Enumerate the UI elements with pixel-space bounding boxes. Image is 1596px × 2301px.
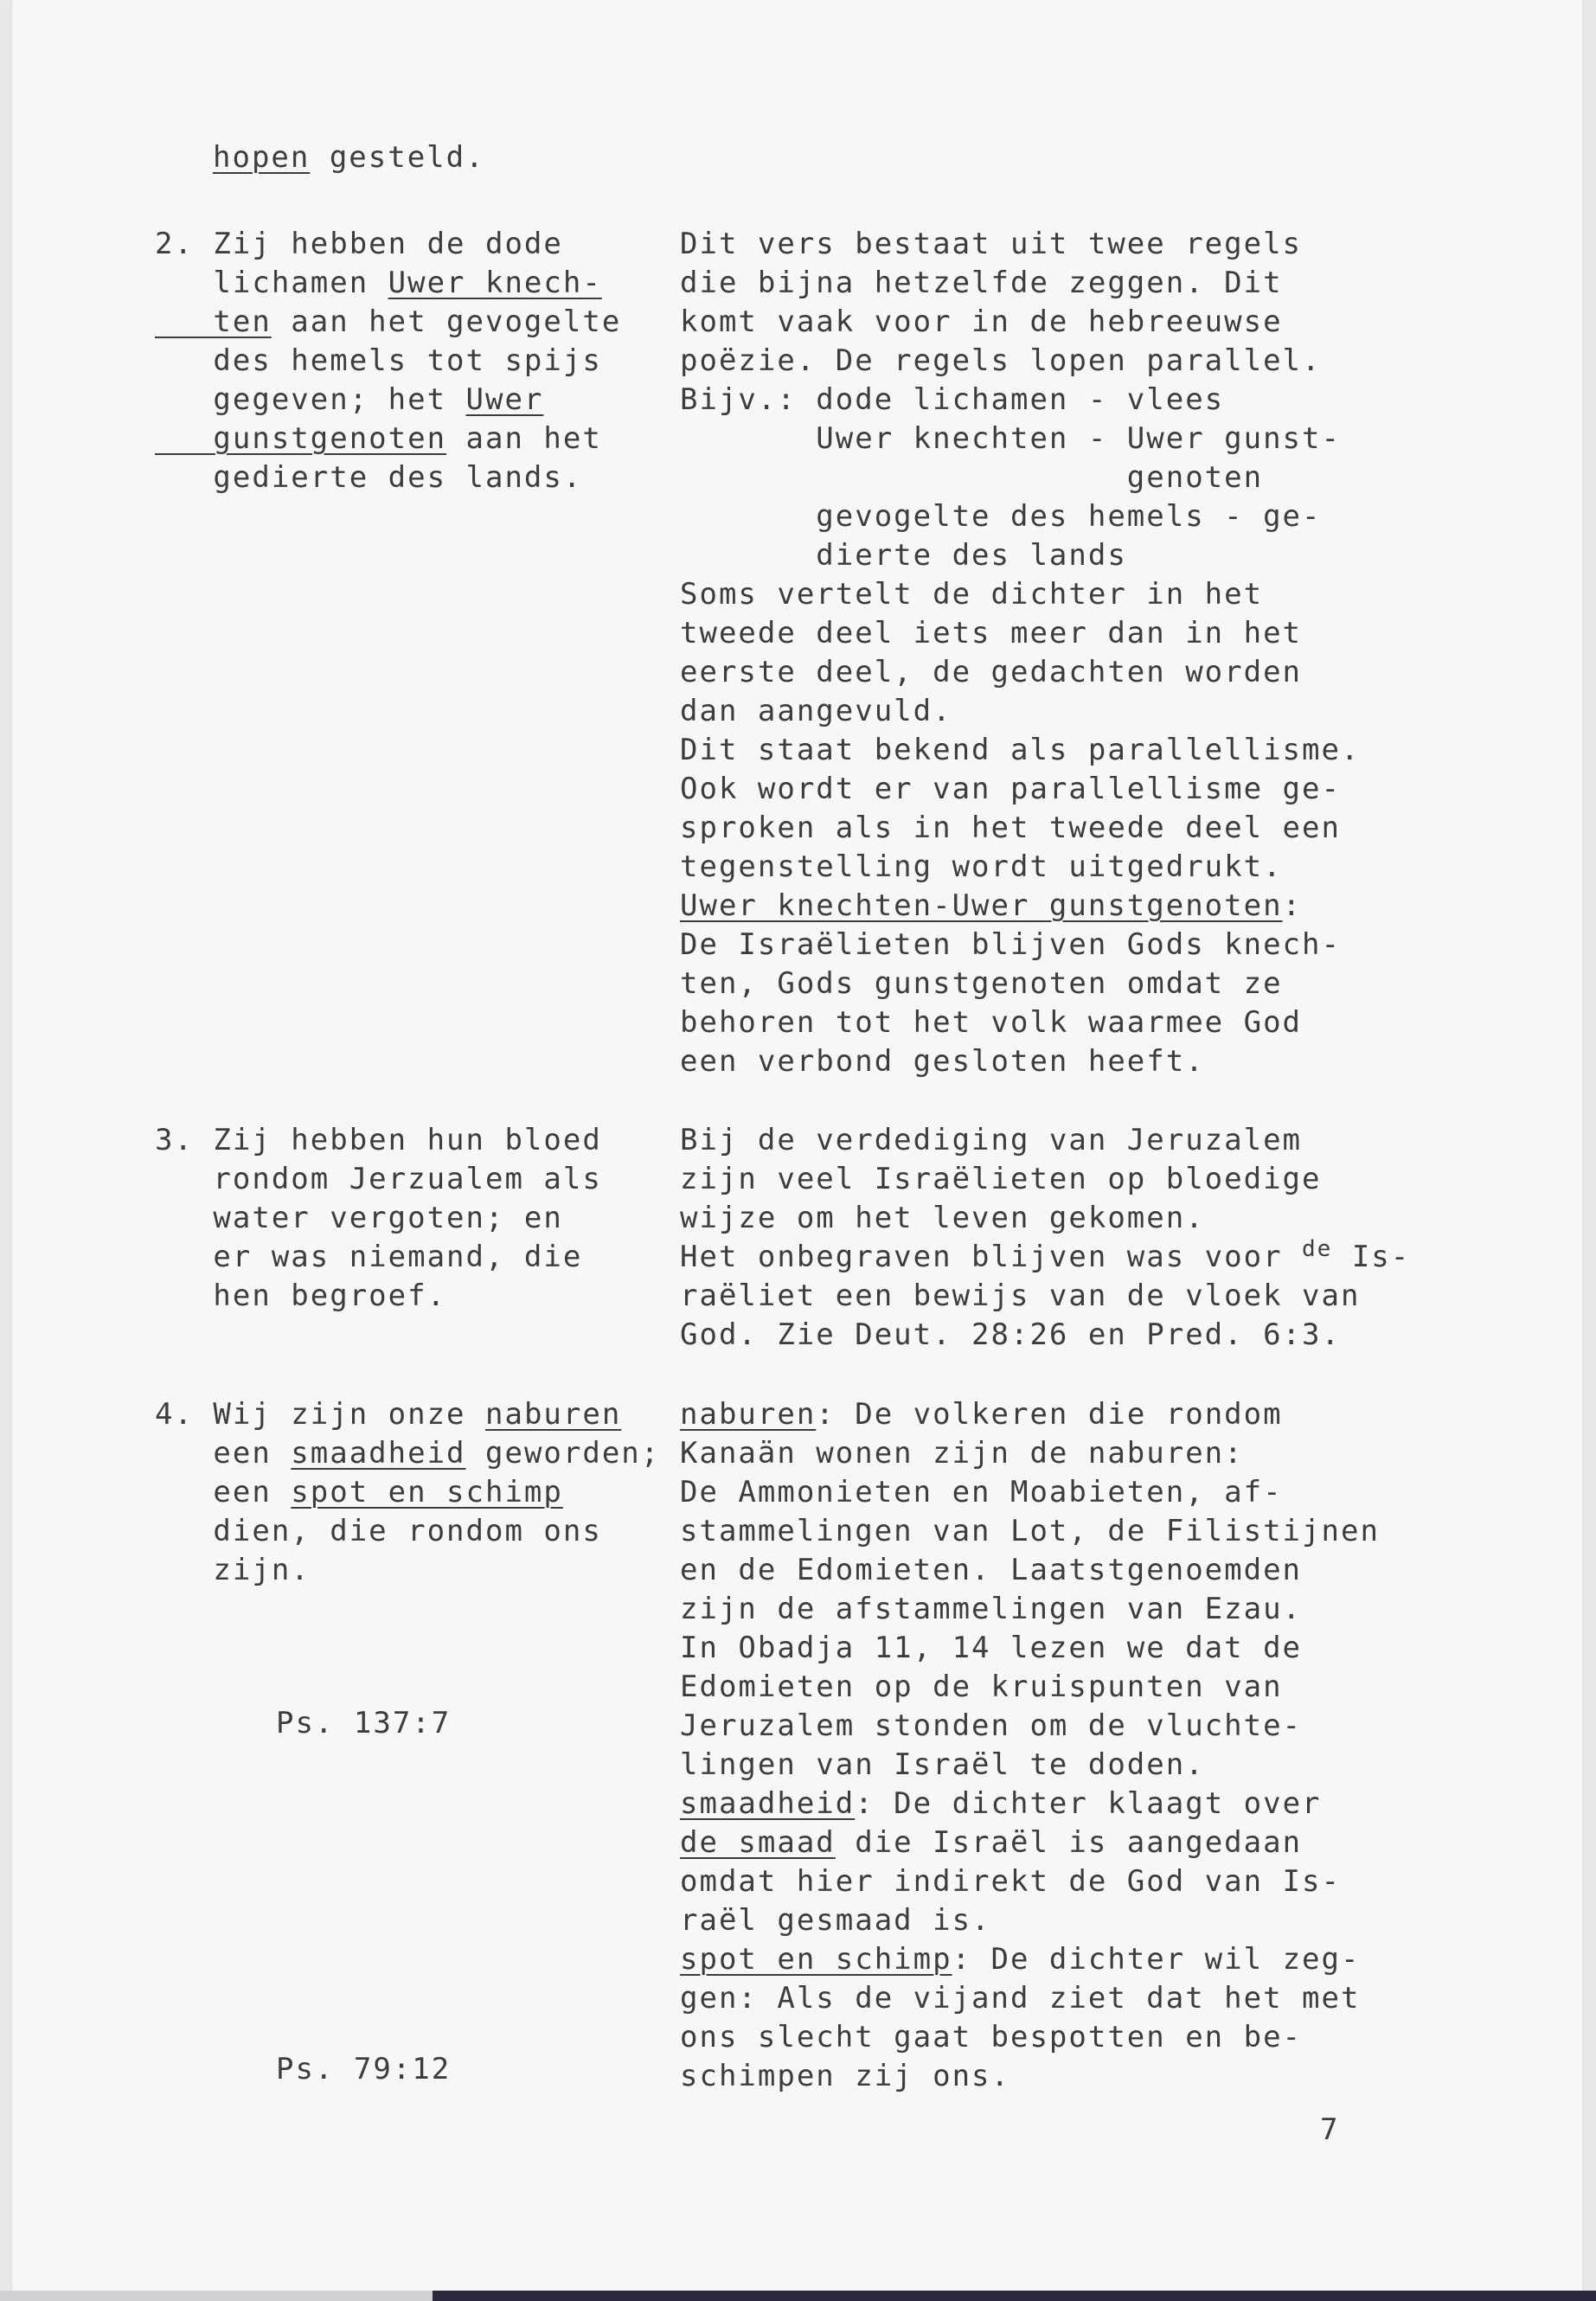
commentary-line: De Ammonieten en Moabieten, af- bbox=[680, 1475, 1283, 1509]
commentary-line: Uwer knechten - Uwer gunst- bbox=[680, 421, 1341, 456]
text: aan het gevogelte bbox=[271, 304, 622, 339]
scripture-reference: Ps. 79:12 bbox=[276, 2052, 452, 2086]
text: aan het bbox=[446, 421, 602, 456]
text: : De volkeren die rondom bbox=[816, 1397, 1283, 1432]
commentary-line: Edomieten op de kruispunten van bbox=[680, 1670, 1283, 1704]
commentary-line: tegenstelling wordt uitgedrukt. bbox=[680, 849, 1283, 884]
commentary-line: gevogelte des hemels - ge- bbox=[680, 499, 1322, 534]
text: gegeven; het bbox=[155, 382, 466, 417]
page-number: 7 bbox=[1320, 2112, 1338, 2147]
verse-3-line: water vergoten; en bbox=[155, 1201, 563, 1235]
commentary-line bbox=[680, 888, 1302, 923]
underlined-word: ten bbox=[155, 304, 272, 339]
text: geworden; bbox=[465, 1436, 661, 1471]
scripture-reference: Ps. 137:7 bbox=[276, 1706, 452, 1740]
commentary-line: Ook wordt er van parallellisme ge- bbox=[680, 772, 1341, 806]
commentary-line: omdat hier indirekt de God van Is- bbox=[680, 1864, 1341, 1899]
underlined-word: spot en schimp bbox=[291, 1475, 563, 1509]
text: : De dichter wil zeg- bbox=[952, 1942, 1361, 1977]
underlined-word: Uwer bbox=[465, 382, 544, 417]
commentary-line: raëliet een bewijs van de vloek van bbox=[680, 1279, 1361, 1313]
commentary-line: ons slecht gaat bespotten en be- bbox=[680, 2020, 1303, 2054]
verse-4-line bbox=[155, 1475, 563, 1509]
commentary-line: die bijna hetzelfde zeggen. Dit bbox=[680, 266, 1283, 300]
commentary-line: dierte des lands bbox=[680, 538, 1127, 573]
inserted-word: de bbox=[1302, 1236, 1333, 1262]
verse-3-line: rondom Jerzualem als bbox=[155, 1162, 602, 1196]
underlined-word: smaadheid bbox=[291, 1436, 466, 1471]
commentary-line: behoren tot het volk waarmee God bbox=[680, 1005, 1303, 1040]
commentary-line: Jeruzalem stonden om de vluchte- bbox=[680, 1708, 1303, 1743]
text: : De dichter klaagt over bbox=[855, 1786, 1322, 1821]
commentary-line: eerste deel, de gedachten worden bbox=[680, 655, 1303, 689]
text: lichamen bbox=[155, 266, 388, 300]
commentary-line: genoten bbox=[680, 460, 1264, 495]
commentary-line: zijn de afstammelingen van Ezau. bbox=[680, 1592, 1303, 1626]
verse-3-line: hen begroef. bbox=[155, 1279, 447, 1313]
document-page bbox=[12, 0, 1582, 2291]
commentary-line: Kanaän wonen zijn de naburen: bbox=[680, 1436, 1244, 1471]
commentary-line: stammelingen van Lot, de Filistijnen bbox=[680, 1514, 1380, 1548]
commentary-line: een verbond gesloten heeft. bbox=[680, 1044, 1205, 1079]
text: een bbox=[155, 1475, 292, 1509]
commentary-line: Dit vers bestaat uit twee regels bbox=[680, 227, 1303, 261]
commentary-line: ten, Gods gunstgenoten omdat ze bbox=[680, 966, 1283, 1001]
underlined-word: naburen bbox=[485, 1397, 622, 1432]
verse-4-line bbox=[155, 1553, 311, 1587]
scan-edge-light bbox=[0, 2291, 433, 2301]
commentary-line bbox=[680, 1786, 1322, 1821]
commentary-line bbox=[680, 1825, 1302, 1860]
verse-2-line bbox=[155, 266, 602, 300]
verse-3-line: er was niemand, die bbox=[155, 1240, 583, 1274]
commentary-line bbox=[680, 1397, 1283, 1432]
verse-4-line bbox=[155, 1397, 621, 1432]
term-heading: spot en schimp bbox=[680, 1942, 952, 1977]
commentary-line bbox=[680, 1236, 1411, 1277]
text: 4. Wij zijn onze bbox=[155, 1397, 485, 1432]
term-heading: naburen bbox=[680, 1397, 817, 1432]
text: Het onbegraven blijven was voor bbox=[680, 1240, 1303, 1274]
verse-2-line bbox=[155, 304, 621, 339]
commentary-line: Dit staat bekend als parallellisme. bbox=[680, 733, 1361, 767]
verse-2-line bbox=[155, 421, 602, 456]
commentary-line: wijze om het leven gekomen. bbox=[680, 1201, 1205, 1235]
text: des hemels tot spijs bbox=[155, 343, 602, 378]
continuation-line bbox=[213, 140, 485, 175]
underlined-word: Uwer knech- bbox=[388, 266, 602, 300]
commentary-line: komt vaak voor in de hebreeuwse bbox=[680, 304, 1283, 339]
underlined-word: hopen bbox=[213, 140, 311, 175]
term-heading: Uwer knechten-Uwer gunstgenoten bbox=[680, 888, 1283, 923]
commentary-line: schimpen zij ons. bbox=[680, 2059, 1010, 2093]
commentary-line: raël gesmaad is. bbox=[680, 1903, 991, 1938]
commentary-line: God. Zie Deut. 28:26 en Pred. 6:3. bbox=[680, 1317, 1341, 1352]
underlined-word: gunstgenoten bbox=[155, 421, 447, 456]
commentary-line: Bij de verdediging van Jeruzalem bbox=[680, 1123, 1303, 1157]
verse-4-line bbox=[155, 1436, 660, 1471]
commentary-line: tweede deel iets meer dan in het bbox=[680, 616, 1303, 651]
text: die Israël is aangedaan bbox=[835, 1825, 1303, 1860]
commentary-line: en de Edomieten. Laatstgenoemden bbox=[680, 1553, 1303, 1587]
commentary-line: Bijv.: dode lichamen - vlees bbox=[680, 382, 1225, 417]
verse-3-line: 3. Zij hebben hun bloed bbox=[155, 1123, 602, 1157]
commentary-line: gen: Als de vijand ziet dat het met bbox=[680, 1981, 1361, 2016]
commentary-line: zijn veel Israëlieten op bloedige bbox=[680, 1162, 1322, 1196]
text: gedierte des lands. bbox=[155, 460, 583, 495]
text: gesteld. bbox=[310, 140, 485, 175]
verse-2-line bbox=[155, 382, 543, 417]
term-heading: smaadheid bbox=[680, 1786, 856, 1821]
text: dien, die rondom ons bbox=[155, 1514, 602, 1548]
commentary-line: De Israëlieten blijven Gods knech- bbox=[680, 927, 1341, 962]
verse-2-line bbox=[155, 227, 563, 261]
text: een bbox=[155, 1436, 292, 1471]
text: 2. Zij hebben de dode bbox=[155, 227, 563, 261]
underlined-word: de smaad bbox=[680, 1825, 836, 1860]
commentary-line: In Obadja 11, 14 lezen we dat de bbox=[680, 1631, 1303, 1665]
verse-2-line bbox=[155, 460, 582, 495]
commentary-line: dan aangevuld. bbox=[680, 694, 952, 728]
commentary-line bbox=[680, 1942, 1360, 1977]
text: zijn. bbox=[155, 1553, 311, 1587]
commentary-line: lingen van Israël te doden. bbox=[680, 1747, 1205, 1782]
text: Is- bbox=[1332, 1240, 1411, 1274]
commentary-line: poëzie. De regels lopen parallel. bbox=[680, 343, 1322, 378]
commentary-line: Soms vertelt de dichter in het bbox=[680, 577, 1264, 612]
commentary-line: sproken als in het tweede deel een bbox=[680, 811, 1341, 845]
verse-4-line bbox=[155, 1514, 602, 1548]
verse-2-line bbox=[155, 343, 602, 378]
text: : bbox=[1282, 888, 1303, 923]
